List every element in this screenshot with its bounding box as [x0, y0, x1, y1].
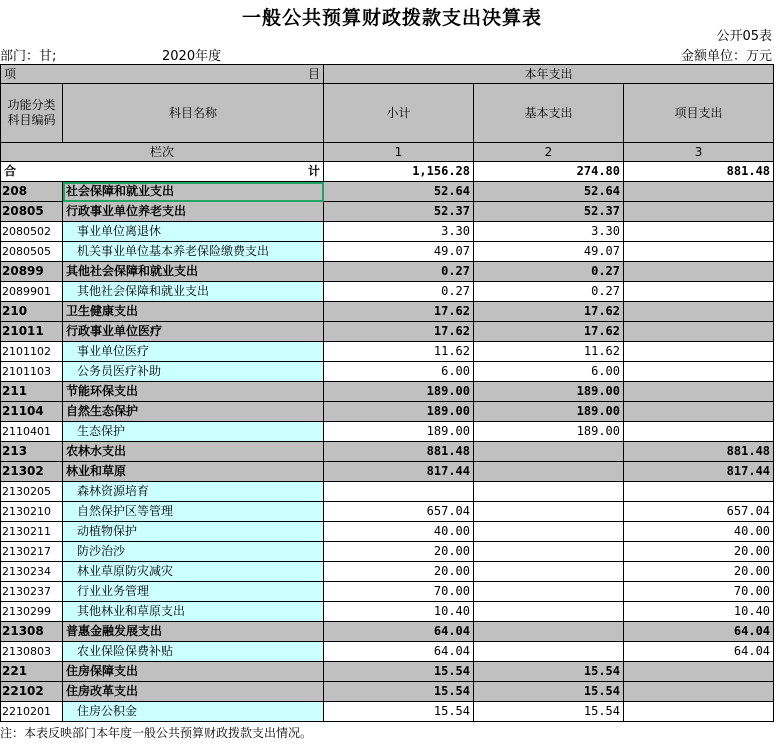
row-code-cell[interactable]: 2130205 — [1, 482, 63, 502]
row-project-cell[interactable] — [624, 222, 774, 242]
row-basic-cell[interactable] — [474, 622, 624, 642]
table-row — [1, 402, 774, 422]
row-code-cell[interactable]: 21308 — [1, 622, 63, 642]
row-subtotal-cell[interactable]: 49.07 — [324, 242, 474, 262]
table-row — [1, 502, 774, 522]
row-code-cell[interactable]: 213 — [1, 442, 63, 462]
row-subtotal-cell[interactable]: 10.40 — [324, 602, 474, 622]
row-name-cell[interactable]: 其他社会保障和就业支出 — [63, 262, 324, 282]
header-row-2 — [1, 84, 774, 143]
row-project-cell[interactable] — [624, 302, 774, 322]
table-row — [1, 422, 774, 442]
table-row — [1, 482, 774, 502]
row-name-cell[interactable]: 自然生态保护 — [63, 402, 324, 422]
row-code-cell[interactable]: 2210201 — [1, 702, 63, 722]
row-subtotal-cell[interactable]: 15.54 — [324, 682, 474, 702]
department-label: 部门：甘; — [0, 49, 57, 64]
row-basic-cell[interactable]: 15.54 — [474, 662, 624, 682]
row-name-cell[interactable]: 机关事业单位基本养老保险缴费支出 — [63, 242, 324, 262]
table-row — [1, 282, 774, 302]
row-code-cell[interactable]: 21104 — [1, 402, 63, 422]
table-row — [1, 322, 774, 342]
row-name-cell[interactable]: 农林水支出 — [63, 442, 324, 462]
row-name-cell[interactable]: 其他社会保障和就业支出 — [63, 282, 324, 302]
row-basic-cell[interactable]: 0.27 — [474, 262, 624, 282]
row-name-cell[interactable]: 自然保护区等管理 — [63, 502, 324, 522]
row-subtotal-cell[interactable] — [324, 482, 474, 502]
item-left-label: 项 — [4, 67, 17, 81]
row-basic-cell[interactable] — [474, 522, 624, 542]
row-project-cell[interactable] — [624, 322, 774, 342]
row-project-cell[interactable] — [624, 402, 774, 422]
project-expense-header[interactable]: 项目支出 — [624, 84, 774, 143]
row-project-cell[interactable] — [624, 702, 774, 722]
year-label: 2020年度 — [162, 49, 222, 64]
table-row — [1, 542, 774, 562]
row-code-cell[interactable]: 20899 — [1, 262, 63, 282]
table-row — [1, 682, 774, 702]
row-name-cell[interactable]: 公务员医疗补助 — [63, 362, 324, 382]
row-project-cell[interactable]: 881.48 — [624, 442, 774, 462]
row-project-cell[interactable]: 657.04 — [624, 502, 774, 522]
column-no-1[interactable]: 1 — [324, 143, 474, 162]
row-project-cell[interactable] — [624, 482, 774, 502]
table-row — [1, 242, 774, 262]
table-row — [1, 182, 774, 202]
row-basic-cell[interactable]: 189.00 — [474, 402, 624, 422]
row-subtotal-cell[interactable]: 52.64 — [324, 182, 474, 202]
footnote: 注：本表反映部门本年度一般公共预算财政拨款支出情况。 — [0, 726, 313, 740]
row-name-cell[interactable]: 卫生健康支出 — [63, 302, 324, 322]
basic-expense-header[interactable]: 基本支出 — [474, 84, 624, 143]
row-subtotal-cell[interactable]: 817.44 — [324, 462, 474, 482]
total-label-cell[interactable] — [1, 162, 324, 182]
table-row — [1, 202, 774, 222]
row-subtotal-cell[interactable]: 881.48 — [324, 442, 474, 462]
table-row — [1, 382, 774, 402]
header-row-3 — [1, 143, 774, 162]
table-row — [1, 222, 774, 242]
row-basic-cell[interactable]: 17.62 — [474, 302, 624, 322]
row-subtotal-cell[interactable]: 189.00 — [324, 382, 474, 402]
row-code-cell[interactable]: 2130803 — [1, 642, 63, 662]
row-basic-cell[interactable]: 15.54 — [474, 702, 624, 722]
column-no-3[interactable]: 3 — [624, 143, 774, 162]
table-row — [1, 362, 774, 382]
row-name-cell[interactable]: 行政事业单位医疗 — [63, 322, 324, 342]
row-subtotal-cell[interactable]: 20.00 — [324, 542, 474, 562]
column-no-label[interactable]: 栏次 — [1, 143, 324, 162]
row-project-cell[interactable]: 10.40 — [624, 602, 774, 622]
row-code-cell[interactable]: 2130237 — [1, 582, 63, 602]
row-basic-cell[interactable] — [474, 602, 624, 622]
row-name-cell[interactable]: 行政事业单位养老支出 — [63, 202, 324, 222]
row-subtotal-cell[interactable]: 189.00 — [324, 402, 474, 422]
row-basic-cell[interactable] — [474, 562, 624, 582]
item-header-cell[interactable] — [1, 65, 324, 84]
row-project-cell[interactable]: 20.00 — [624, 562, 774, 582]
row-basic-cell[interactable] — [474, 462, 624, 482]
row-code-cell[interactable]: 211 — [1, 382, 63, 402]
table-row — [1, 582, 774, 602]
table-row — [1, 562, 774, 582]
row-subtotal-cell[interactable]: 0.27 — [324, 262, 474, 282]
row-name-cell[interactable]: 生态保护 — [63, 422, 324, 442]
row-project-cell[interactable]: 70.00 — [624, 582, 774, 602]
func-code-header[interactable]: 功能分类 科目编码 — [1, 84, 63, 143]
row-subtotal-cell[interactable]: 11.62 — [324, 342, 474, 362]
current-year-expense-header[interactable]: 本年支出 — [324, 65, 774, 84]
row-basic-cell[interactable]: 52.37 — [474, 202, 624, 222]
item-right-label: 目 — [307, 67, 320, 81]
table-row — [1, 262, 774, 282]
row-subtotal-cell[interactable]: 0.27 — [324, 282, 474, 302]
expense-table — [0, 64, 774, 722]
row-code-cell[interactable]: 2130217 — [1, 542, 63, 562]
table-row — [1, 622, 774, 642]
row-project-cell[interactable] — [624, 422, 774, 442]
row-code-cell[interactable]: 210 — [1, 302, 63, 322]
header-row-1 — [1, 65, 774, 84]
total-project[interactable]: 881.48 — [624, 162, 774, 182]
row-project-cell[interactable]: 40.00 — [624, 522, 774, 542]
row-basic-cell[interactable]: 52.64 — [474, 182, 624, 202]
row-basic-cell[interactable]: 15.54 — [474, 682, 624, 702]
row-project-cell[interactable] — [624, 202, 774, 222]
form-number: 公开05表 — [716, 29, 772, 44]
row-basic-cell[interactable] — [474, 482, 624, 502]
row-code-cell[interactable]: 2089901 — [1, 282, 63, 302]
row-subtotal-cell[interactable]: 52.37 — [324, 202, 474, 222]
row-basic-cell[interactable]: 17.62 — [474, 322, 624, 342]
row-code-cell[interactable]: 20805 — [1, 202, 63, 222]
row-code-cell[interactable]: 2130211 — [1, 522, 63, 542]
row-name-cell[interactable]: 住房公积金 — [63, 702, 324, 722]
row-subtotal-cell[interactable]: 6.00 — [324, 362, 474, 382]
row-basic-cell[interactable] — [474, 582, 624, 602]
row-code-cell[interactable]: 2130299 — [1, 602, 63, 622]
row-project-cell[interactable] — [624, 262, 774, 282]
row-name-cell[interactable]: 住房改革支出 — [63, 682, 324, 702]
row-name-cell[interactable]: 事业单位离退休 — [63, 222, 324, 242]
table-row — [1, 302, 774, 322]
row-project-cell[interactable] — [624, 382, 774, 402]
row-code-cell[interactable]: 2130234 — [1, 562, 63, 582]
row-basic-cell[interactable] — [474, 642, 624, 662]
row-project-cell[interactable] — [624, 362, 774, 382]
row-name-cell[interactable]: 普惠金融发展支出 — [63, 622, 324, 642]
row-name-cell[interactable]: 防沙治沙 — [63, 542, 324, 562]
row-project-cell[interactable]: 817.44 — [624, 462, 774, 482]
row-basic-cell[interactable] — [474, 442, 624, 462]
row-subtotal-cell[interactable]: 189.00 — [324, 422, 474, 442]
row-code-cell[interactable]: 2101103 — [1, 362, 63, 382]
table-row — [1, 522, 774, 542]
subtotal-header[interactable]: 小计 — [324, 84, 474, 143]
row-project-cell[interactable] — [624, 182, 774, 202]
row-project-cell[interactable]: 64.04 — [624, 642, 774, 662]
row-name-cell[interactable]: 农业保险保费补贴 — [63, 642, 324, 662]
total-basic[interactable]: 274.80 — [474, 162, 624, 182]
row-basic-cell[interactable]: 189.00 — [474, 382, 624, 402]
row-subtotal-cell[interactable]: 15.54 — [324, 662, 474, 682]
row-code-cell[interactable]: 21011 — [1, 322, 63, 342]
row-code-cell[interactable]: 221 — [1, 662, 63, 682]
row-basic-cell[interactable]: 49.07 — [474, 242, 624, 262]
row-name-cell[interactable]: 林业草原防灾减灾 — [63, 562, 324, 582]
table-row — [1, 342, 774, 362]
row-code-cell[interactable]: 21302 — [1, 462, 63, 482]
row-code-cell[interactable]: 2130210 — [1, 502, 63, 522]
row-code-cell[interactable]: 2110401 — [1, 422, 63, 442]
total-right-label: 计 — [307, 164, 320, 178]
row-basic-cell[interactable]: 3.30 — [474, 222, 624, 242]
row-project-cell[interactable] — [624, 662, 774, 682]
table-row — [1, 602, 774, 622]
row-name-cell[interactable]: 事业单位医疗 — [63, 342, 324, 362]
row-code-cell[interactable]: 2080505 — [1, 242, 63, 262]
row-name-cell[interactable]: 社会保障和就业支出 — [63, 182, 324, 202]
row-code-cell[interactable]: 2101102 — [1, 342, 63, 362]
unit-label: 金额单位：万元 — [680, 49, 772, 64]
row-basic-cell[interactable] — [474, 542, 624, 562]
row-subtotal-cell[interactable]: 17.62 — [324, 302, 474, 322]
row-name-cell[interactable]: 住房保障支出 — [63, 662, 324, 682]
row-project-cell[interactable]: 64.04 — [624, 622, 774, 642]
row-subtotal-cell[interactable]: 64.04 — [324, 622, 474, 642]
row-subtotal-cell[interactable]: 40.00 — [324, 522, 474, 542]
row-project-cell[interactable] — [624, 342, 774, 362]
row-subtotal-cell[interactable]: 20.00 — [324, 562, 474, 582]
row-name-cell[interactable]: 行业业务管理 — [63, 582, 324, 602]
row-basic-cell[interactable]: 189.00 — [474, 422, 624, 442]
total-subtotal[interactable]: 1,156.28 — [324, 162, 474, 182]
row-basic-cell[interactable]: 0.27 — [474, 282, 624, 302]
row-subtotal-cell[interactable]: 657.04 — [324, 502, 474, 522]
row-code-cell[interactable]: 2080502 — [1, 222, 63, 242]
row-code-cell[interactable]: 208 — [1, 182, 63, 202]
table-row — [1, 642, 774, 662]
row-basic-cell[interactable] — [474, 502, 624, 522]
row-name-cell[interactable]: 节能环保支出 — [63, 382, 324, 402]
row-name-cell[interactable]: 动植物保护 — [63, 522, 324, 542]
table-row — [1, 702, 774, 722]
row-basic-cell[interactable]: 11.62 — [474, 342, 624, 362]
report-title: 一般公共预算财政拨款支出决算表 — [241, 7, 542, 29]
row-subtotal-cell[interactable]: 64.04 — [324, 642, 474, 662]
row-name-cell[interactable]: 其他林业和草原支出 — [63, 602, 324, 622]
total-left-label: 合 — [4, 164, 17, 178]
subject-name-header[interactable]: 科目名称 — [63, 84, 324, 143]
row-name-cell[interactable]: 林业和草原 — [63, 462, 324, 482]
column-no-2[interactable]: 2 — [474, 143, 624, 162]
row-subtotal-cell[interactable]: 17.62 — [324, 322, 474, 342]
row-subtotal-cell[interactable]: 70.00 — [324, 582, 474, 602]
row-project-cell[interactable] — [624, 682, 774, 702]
row-project-cell[interactable] — [624, 282, 774, 302]
row-subtotal-cell[interactable]: 15.54 — [324, 702, 474, 722]
row-code-cell[interactable]: 22102 — [1, 682, 63, 702]
table-row — [1, 662, 774, 682]
row-name-cell[interactable]: 森林资源培育 — [63, 482, 324, 502]
row-project-cell[interactable]: 20.00 — [624, 542, 774, 562]
row-subtotal-cell[interactable]: 3.30 — [324, 222, 474, 242]
table-row — [1, 462, 774, 482]
row-basic-cell[interactable]: 6.00 — [474, 362, 624, 382]
total-row — [1, 162, 774, 182]
row-project-cell[interactable] — [624, 242, 774, 262]
table-row — [1, 442, 774, 462]
